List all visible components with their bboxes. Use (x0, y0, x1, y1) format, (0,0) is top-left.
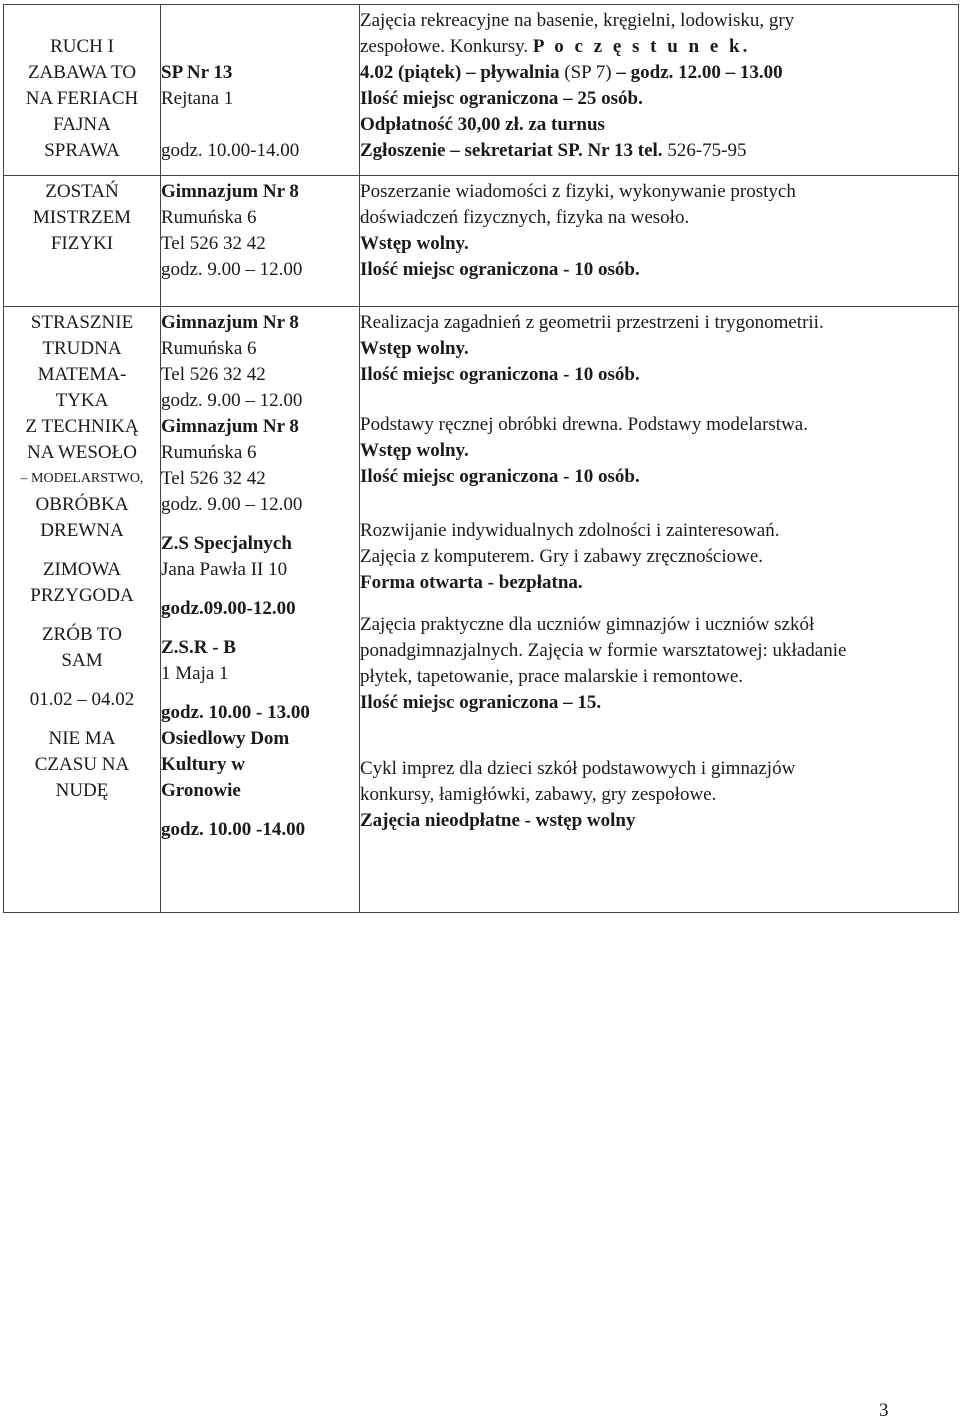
table-row (4, 176, 959, 307)
title-line: MISTRZEM (32, 207, 132, 228)
desc-line: Ilość miejsc ograniczona - 10 osób. (360, 364, 640, 385)
page-number: 3 (879, 1400, 889, 1421)
venue-name: Kultury w (161, 754, 245, 775)
description-cell (360, 5, 959, 176)
title-line: NIE MA (48, 728, 116, 749)
table-row (4, 307, 959, 913)
title-line: ZABAWA TO (27, 62, 137, 83)
title-line: TRUDNA (42, 338, 122, 359)
desc-line: Zajęcia z komputerem. Gry i zabawy zręcznościowe. (360, 546, 764, 567)
title-line: ZRÓB TO (41, 624, 123, 645)
title-cell (4, 307, 161, 913)
description-cell (360, 176, 959, 307)
title-line: NUDĘ (55, 780, 109, 801)
desc-line: Podstawy ręcznej obróbki drewna. Podstawy modelarstwa. (360, 414, 808, 435)
title-cell (4, 176, 161, 307)
title-line: OBRÓBKA (35, 494, 129, 515)
date-range: 01.02 – 04.02 (29, 689, 135, 710)
table-row (4, 5, 959, 176)
venue-address: Rejtana 1 (161, 88, 234, 109)
desc-line: Ilość miejsc ograniczona – 15. (360, 692, 602, 713)
desc-line: Ilość miejsc ograniczona – 25 osób. (360, 88, 643, 109)
desc-line: płytek, tapetowanie, prace malarskie i remontowe. (360, 666, 744, 687)
title-line: ZIMOWA (42, 559, 122, 580)
description-cell (360, 307, 959, 913)
venue-hours: godz. 9.00 – 12.00 (161, 494, 303, 515)
desc-line: Zajęcia rekreacyjne na basenie, kręgielni, lodowisku, gry (360, 10, 795, 31)
venue-address: Rumuńska 6 (161, 338, 257, 359)
desc-line: konkursy, łamigłówki, zabawy, gry zespołowe. (360, 784, 717, 805)
venue-name: Gimnazjum Nr 8 (161, 312, 299, 333)
title-line: SAM (61, 650, 103, 671)
venue-name: Z.S.R - B (161, 637, 236, 658)
venue-cell (161, 5, 360, 176)
desc-line: Ilość miejsc ograniczona - 10 osób. (360, 259, 640, 280)
venue-address: Rumuńska 6 (161, 442, 257, 463)
venue-hours: godz. 10.00 -14.00 (161, 819, 306, 840)
venue-address: Rumuńska 6 (161, 207, 257, 228)
desc-line: 4.02 (piątek) – pływalnia (SP 7) – godz. 12.00 – 13.00 (360, 62, 783, 83)
title-line: – MODELARSTWO, (20, 471, 144, 486)
desc-line: Wstęp wolny. (360, 440, 469, 461)
venue-name: SP Nr 13 (161, 62, 233, 83)
venue-phone: Tel 526 32 42 (161, 233, 266, 254)
venue-hours: godz. 9.00 – 12.00 (161, 390, 303, 411)
title-line: NA WESOŁO (27, 442, 137, 463)
title-line: FAJNA (53, 114, 111, 135)
venue-hours: godz. 9.00 – 12.00 (161, 259, 303, 280)
title-line: ZOSTAŃ (45, 181, 119, 202)
desc-line: doświadczeń fizycznych, fizyka na wesoło. (360, 207, 690, 228)
desc-line: ponadgimnazjalnych. Zajęcia w formie warsztatowej: układanie (360, 640, 847, 661)
venue-phone: Tel 526 32 42 (161, 364, 266, 385)
desc-line: Zajęcia nieodpłatne - wstęp wolny (360, 810, 636, 831)
title-line: SPRAWA (44, 140, 120, 161)
title-line: MATEMA- (37, 364, 127, 385)
title-line: RUCH I (50, 36, 114, 57)
program-table (3, 4, 959, 913)
venue-name: Gronowie (161, 780, 241, 801)
venue-address: Jana Pawła II 10 (161, 559, 288, 580)
desc-line: Realizacja zagadnień z geometrii przestrzeni i trygonometrii. (360, 312, 824, 333)
desc-line: Zgłoszenie – sekretariat SP. Nr 13 tel. 526-75-95 (360, 140, 747, 161)
title-line: FIZYKI (50, 233, 114, 254)
desc-line: Forma otwarta - bezpłatna. (360, 572, 583, 593)
desc-line: Cykl imprez dla dzieci szkół podstawowych i gimnazjów (360, 758, 796, 779)
title-line: CZASU NA (34, 754, 130, 775)
venue-cell (161, 176, 360, 307)
desc-line: Rozwijanie indywidualnych zdolności i zainteresowań. (360, 520, 780, 541)
venue-address: 1 Maja 1 (161, 663, 229, 684)
title-line: STRASZNIE (30, 312, 134, 333)
desc-line: Wstęp wolny. (360, 338, 469, 359)
title-cell (4, 5, 161, 176)
venue-phone: Tel 526 32 42 (161, 468, 266, 489)
venue-name: Gimnazjum Nr 8 (161, 181, 299, 202)
desc-line: Ilość miejsc ograniczona - 10 osób. (360, 466, 640, 487)
desc-line: Poszerzanie wiadomości z fizyki, wykonywanie prostych (360, 181, 796, 202)
venue-cell (161, 307, 360, 913)
title-line: Z TECHNIKĄ (25, 416, 139, 437)
venue-name: Gimnazjum Nr 8 (161, 416, 299, 437)
desc-line: zespołowe. Konkursy. P o c z ę s t u n e k. (360, 36, 751, 57)
title-line: PRZYGODA (30, 585, 134, 606)
desc-line: Zajęcia praktyczne dla uczniów gimnazjów i uczniów szkół (360, 614, 815, 635)
title-line: DREWNA (40, 520, 124, 541)
venue-hours: godz.09.00-12.00 (161, 598, 296, 619)
title-line: TYKA (55, 390, 109, 411)
title-line: NA FERIACH (25, 88, 139, 109)
venue-hours: godz. 10.00-14.00 (161, 140, 300, 161)
desc-line: Wstęp wolny. (360, 233, 469, 254)
desc-line: Odpłatność 30,00 zł. za turnus (360, 114, 605, 135)
venue-name: Osiedlowy Dom (161, 728, 290, 749)
venue-name: Z.S Specjalnych (161, 533, 292, 554)
venue-hours: godz. 10.00 - 13.00 (161, 702, 310, 723)
